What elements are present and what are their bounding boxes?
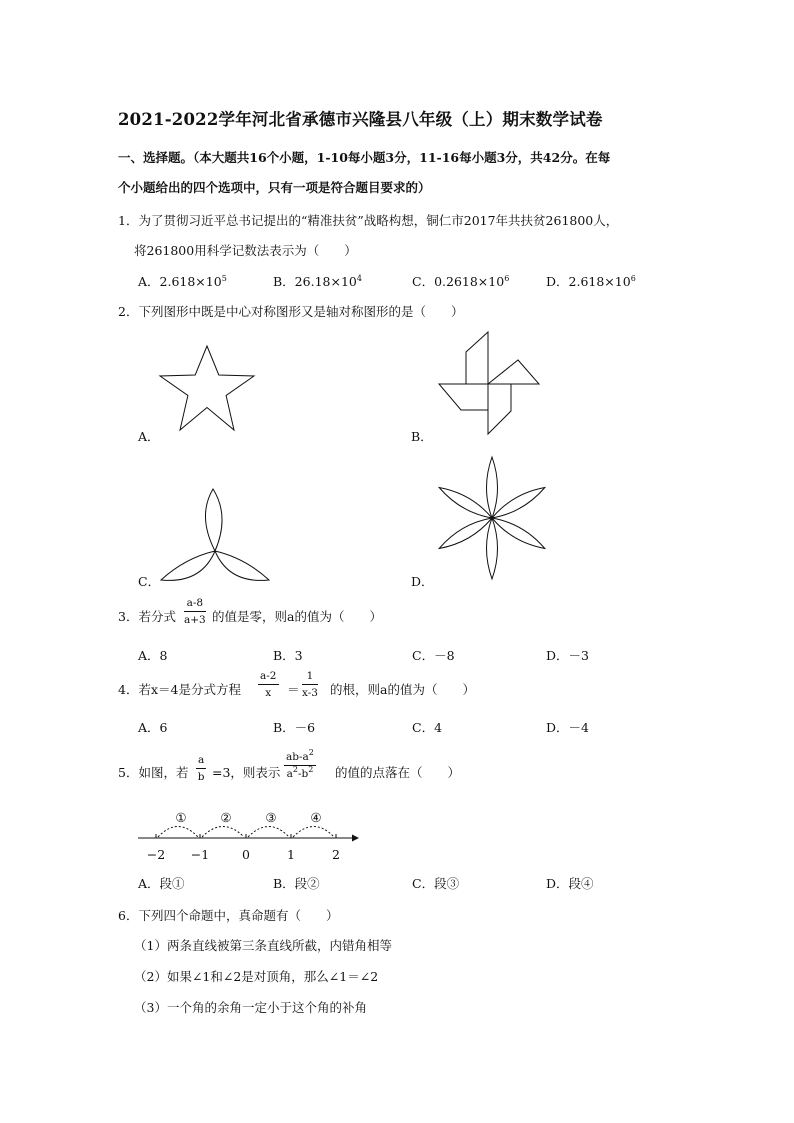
q2-stem: 2．下列图形中既是中心对称图形又是轴对称图形的是（ ）	[118, 304, 464, 319]
q5-option-d: D．段④	[546, 876, 594, 891]
tick-label-minus-1: −1	[190, 847, 210, 862]
q4-fraction-right-numerator: 1	[302, 671, 318, 685]
q1-option-c: C．$0.2618\times 10^6$	[412, 274, 510, 289]
q4-equals-sign: ＝	[287, 682, 300, 697]
tick-label-1: 1	[287, 847, 295, 862]
q5-fraction-expression-numerator: $ab-a^2$	[284, 752, 316, 766]
q2-figure-b-pinwheel	[437, 330, 541, 436]
q5-stem-mid: =3，则表示	[212, 765, 281, 780]
page-title: 2021-2022学年河北省承德市兴隆县八年级（上）期末数学试卷	[118, 110, 603, 129]
q5-stem-post: 的值的点落在（ ）	[335, 765, 461, 780]
q6-item-1: （1）两条直线被第三条直线所截，内错角相等	[134, 938, 392, 953]
segment-label-1: ①	[175, 810, 187, 825]
q3-fraction	[184, 598, 206, 625]
q1-option-a: A．$2.618\times 10^5$	[138, 274, 227, 289]
q2-figure-a-star	[158, 344, 260, 432]
q2-label-d: D．	[411, 574, 434, 589]
q3-option-d: D．－3	[546, 648, 589, 663]
q6-stem: 6．下列四个命题中，真命题有（ ）	[118, 908, 339, 923]
q5-option-b: B．段②	[273, 876, 320, 891]
section-header-line1: 一、选择题。（本大题共16个小题，1-10每小题3分，11-16每小题3分，共42分。在每	[118, 150, 611, 165]
q4-fraction-right-denominator: x-3	[302, 686, 318, 699]
q4-stem-pre: 4．若x＝4是分式方程	[118, 682, 241, 697]
q5-fraction-ratio	[196, 755, 206, 782]
q4-fraction-left-denominator: x	[265, 686, 272, 699]
q1-option-b: B．$26.18\times 10^4$	[273, 274, 362, 289]
q5-fraction-expression	[284, 748, 316, 780]
q6-item-3: （3）一个角的余角一定小于这个角的补角	[134, 1000, 367, 1015]
q3-stem-post: 的值是零，则a的值为（ ）	[212, 609, 382, 624]
q3-option-a: A．8	[138, 648, 168, 663]
q2-figure-c-three-petals	[155, 486, 275, 586]
q1-option-d: D．$2.618\times 10^6$	[546, 274, 636, 289]
q1-stem-line1: 1．为了贯彻习近平总书记提出的“精准扶贫”战略构想，铜仁市2017年共扶贫261800人，	[118, 213, 619, 228]
q3-fraction-denominator: a+3	[184, 613, 206, 626]
tick-label-0: 0	[242, 847, 250, 862]
q2-label-b: B．	[411, 429, 433, 444]
segment-label-4: ④	[310, 810, 322, 825]
q4-fraction-right	[302, 671, 318, 698]
q3-stem-pre: 3．若分式	[118, 609, 176, 624]
q4-fraction-left-numerator: a-2	[258, 671, 279, 685]
q5-option-a: A．段①	[138, 876, 185, 891]
tick-label-minus-2: −2	[146, 847, 166, 862]
q5-number-line	[138, 806, 368, 864]
q4-fraction-left	[258, 671, 279, 698]
q4-option-b: B．－6	[273, 720, 316, 735]
q2-label-a: A．	[138, 429, 160, 444]
q5-stem-pre: 5．如图，若	[118, 765, 189, 780]
q3-fraction-numerator: a-8	[184, 598, 206, 612]
q4-stem-post: 的根，则a的值为（ ）	[330, 682, 475, 697]
q4-option-d: D．－4	[546, 720, 589, 735]
q4-option-c: C．4	[412, 720, 443, 735]
q5-fraction-expression-denominator: $a^2-b^2$	[286, 764, 314, 780]
q5-option-c: C．段③	[412, 876, 460, 891]
q4-option-a: A．6	[138, 720, 168, 735]
q5-fraction-ratio-numerator: a	[196, 755, 206, 769]
q3-option-b: B．3	[273, 648, 303, 663]
q5-fraction-ratio-denominator: b	[197, 770, 205, 783]
q2-label-c: C．	[138, 574, 161, 589]
tick-label-2: 2	[332, 847, 340, 862]
segment-label-2: ②	[220, 810, 232, 825]
q1-stem-line2: 将261800用科学记数法表示为（ ）	[134, 243, 357, 258]
q6-item-2: （2）如果∠1和∠2是对顶角，那么∠1＝∠2	[134, 969, 379, 984]
section-header-line2: 个小题给出的四个选项中，只有一项是符合题目要求的）	[118, 180, 431, 195]
q3-option-c: C．－8	[412, 648, 455, 663]
segment-label-3: ③	[265, 810, 277, 825]
q2-figure-d-six-petals	[436, 454, 548, 582]
